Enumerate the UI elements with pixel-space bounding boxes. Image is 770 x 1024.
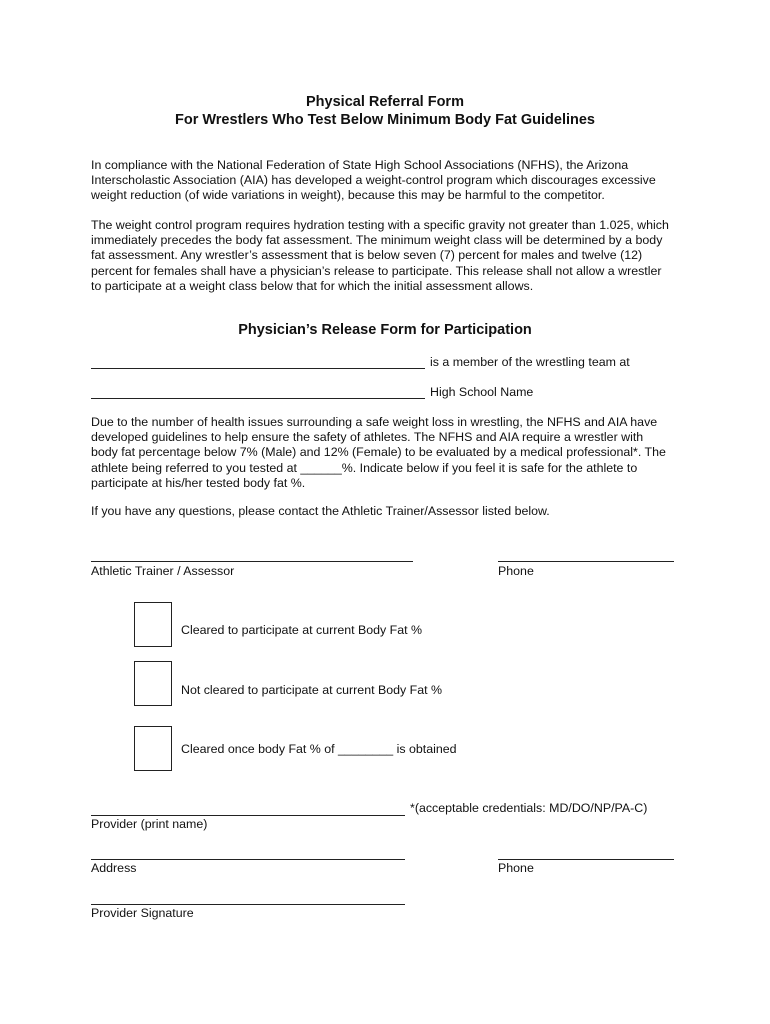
cleared-checkbox[interactable]	[134, 602, 172, 647]
form-subtitle: For Wrestlers Who Test Below Minimum Body Fat Guidelines	[174, 112, 595, 128]
intro-p2-line: The weight control program requires hydration testing with a specific gravity not greater than 1.025, which	[91, 218, 669, 232]
release-line: body fat percentage below 7% (Male) and 12% (Female) to be evaluated by a medical professional*. The	[91, 445, 666, 460]
contact-text: If you have any questions, please contact the Athletic Trainer/Assessor listed below.	[91, 504, 550, 518]
trainer-phone-field[interactable]	[498, 561, 674, 562]
intro-p1-line: In compliance with the National Federation of State High School Associations (NFHS), the Arizona	[91, 158, 629, 172]
intro-p1-line: Interscholastic Association (AIA) has developed a weight-control program which discourages excessive	[91, 173, 656, 188]
intro-p2-line: percent for females shall have a physician’s release to participate. This release shall not allow a wrestler	[91, 263, 662, 278]
form-title: Physical Referral Form	[306, 94, 464, 110]
intro-p2-line: immediately precedes the body fat assessment. The minimum weight class will be determined by a body	[91, 233, 663, 248]
not-cleared-checkbox[interactable]	[134, 661, 172, 706]
cleared-label: Cleared to participate at current Body Fat %	[181, 623, 423, 637]
school-name-field[interactable]	[91, 398, 425, 399]
credentials-note: *(acceptable credentials: MD/DO/NP/PA-C)	[410, 801, 648, 815]
trainer-phone-label: Phone	[498, 564, 534, 578]
intro-p2-line: fat assessment. Any wrestler’s assessment that is below seven (7) percent for males and twelve (12)	[91, 248, 643, 263]
school-name-label: High School Name	[430, 385, 534, 399]
release-section-title: Physician’s Release Form for Participation	[238, 322, 532, 338]
release-line: developed guidelines to help ensure the safety of athletes. The NFHS and AIA require a wrestler with	[91, 430, 644, 445]
intro-p1-line: weight reduction (of wide variations in weight), because this may be harmful to the competitor.	[91, 188, 605, 203]
intro-paragraph-2	[91, 218, 691, 294]
release-line: athlete being referred to you tested at ______%. Indicate below if you feel it is safe for the athlete to	[91, 460, 638, 475]
provider-name-field[interactable]	[91, 815, 405, 816]
trainer-label: Athletic Trainer / Assessor	[91, 564, 235, 578]
address-field[interactable]	[91, 859, 405, 860]
intro-p2-line: to participate at a weight class below that for which the initial assessment allows.	[91, 278, 534, 293]
provider-phone-field[interactable]	[498, 859, 674, 860]
release-line: participate at his/her tested body fat %.	[91, 475, 306, 490]
provider-phone-label: Phone	[498, 861, 534, 875]
release-line: Due to the number of health issues surrounding a safe weight loss in wrestling, the NFHS and AIA have	[91, 415, 658, 429]
trainer-name-field[interactable]	[91, 561, 413, 562]
intro-paragraph-1	[91, 158, 691, 204]
cleared-once-checkbox[interactable]	[134, 726, 172, 771]
not-cleared-label: Not cleared to participate at current Body Fat %	[181, 683, 443, 697]
signature-field[interactable]	[91, 904, 405, 905]
cleared-once-label: Cleared once body Fat % of ________ is obtained	[181, 742, 457, 756]
release-paragraph	[91, 415, 691, 491]
athlete-name-field[interactable]	[91, 368, 425, 369]
address-label: Address	[91, 861, 137, 875]
member-text: is a member of the wrestling team at	[430, 355, 630, 369]
signature-label: Provider Signature	[91, 906, 194, 920]
provider-name-label: Provider (print name)	[91, 817, 208, 831]
